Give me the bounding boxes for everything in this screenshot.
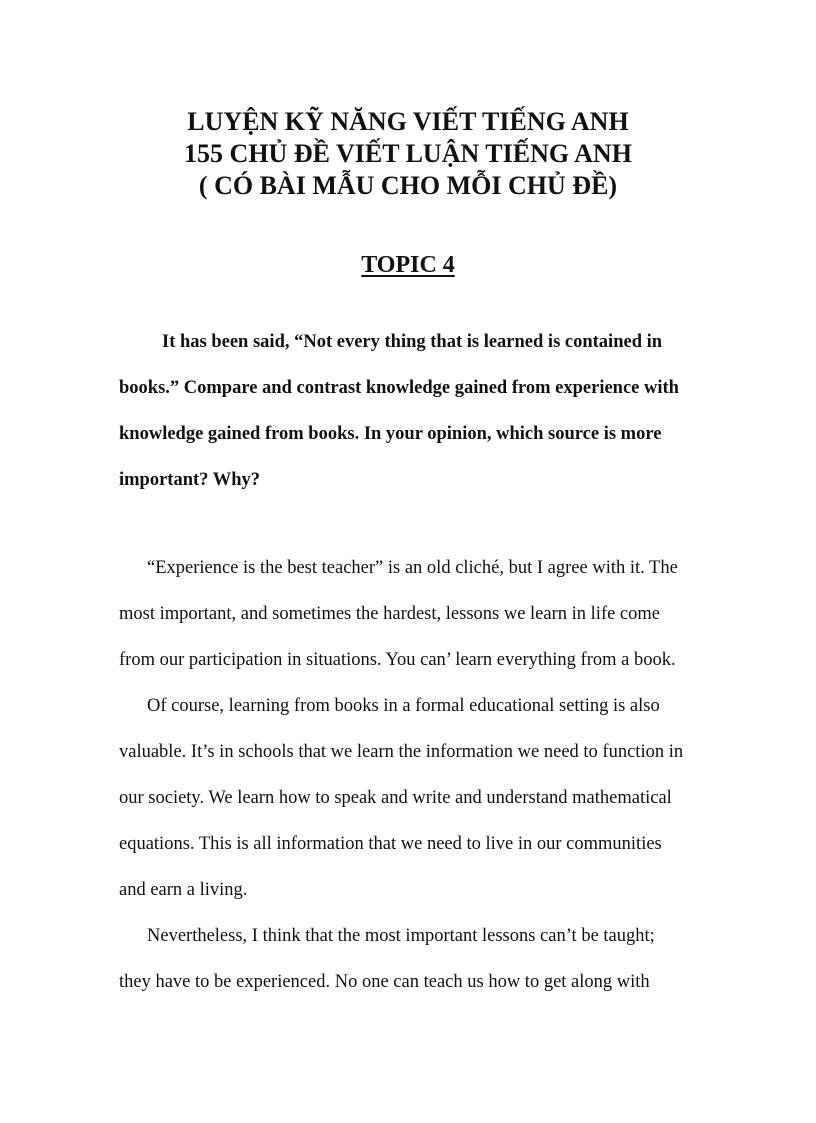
topic-title: TOPIC 4 — [361, 252, 455, 278]
essay-line: Nevertheless, I think that the most important lessons can’t be taught; — [147, 926, 655, 946]
prompt-line: knowledge gained from books. In your opinion, which source is more — [119, 424, 662, 444]
essay-line: most important, and sometimes the hardest, lessons we learn in life come — [119, 604, 660, 624]
essay-line: “Experience is the best teacher” is an old cliché, but I agree with it. The — [147, 558, 678, 578]
header-title-line-1: LUYỆN KỸ NĂNG VIẾT TIẾNG ANH — [187, 107, 629, 136]
essay-line: they have to be experienced. No one can teach us how to get along with — [119, 972, 650, 992]
essay-line: Of course, learning from books in a formal educational setting is also — [147, 696, 660, 716]
prompt-line: books.” Compare and contrast knowledge gained from experience with — [119, 378, 679, 398]
document-header — [0, 106, 816, 202]
header-title-line-2: 155 CHỦ ĐỀ VIẾT LUẬN TIẾNG ANH — [184, 139, 632, 168]
essay-line: our society. We learn how to speak and write and understand mathematical — [119, 788, 672, 808]
prompt-line: important? Why? — [119, 470, 260, 490]
topic-heading — [0, 250, 816, 280]
essay-line: and earn a living. — [119, 880, 248, 900]
essay-line: from our participation in situations. You can’ learn everything from a book. — [119, 650, 676, 670]
essay-body — [119, 545, 709, 1005]
essay-line: valuable. It’s in schools that we learn the information we need to function in — [119, 742, 684, 762]
essay-prompt — [119, 319, 699, 503]
essay-line: equations. This is all information that we need to live in our communities — [119, 834, 662, 854]
prompt-line: It has been said, “Not every thing that is learned is contained in — [162, 332, 663, 352]
header-title-line-3: ( CÓ BÀI MẪU CHO MỖI CHỦ ĐỀ) — [198, 171, 618, 200]
